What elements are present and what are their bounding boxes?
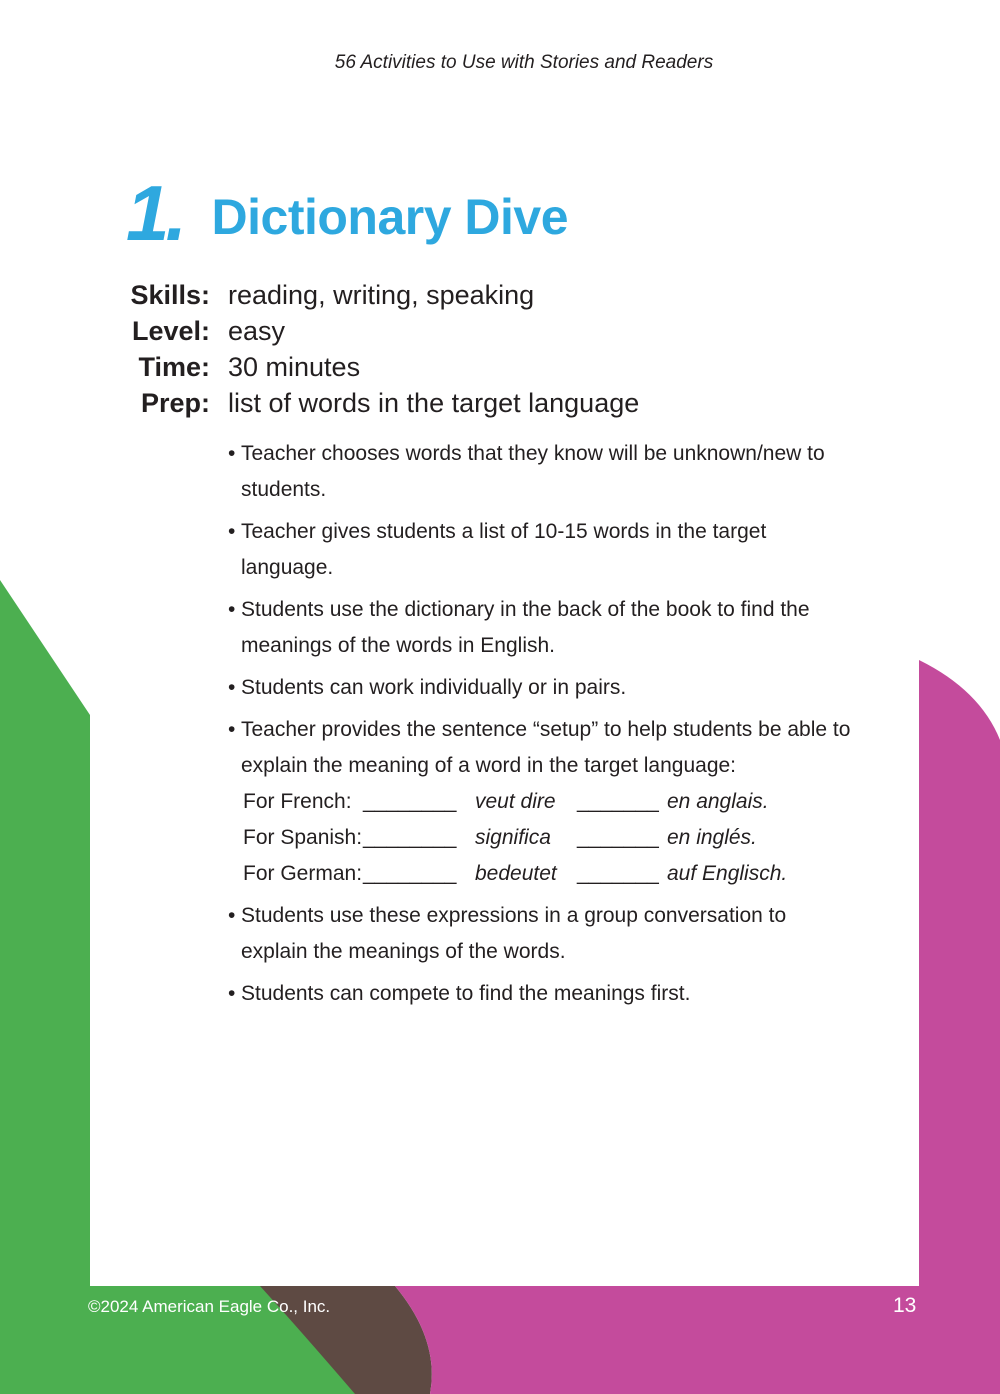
list-item-text: Teacher chooses words that they know will be unknown/new to students. xyxy=(241,442,825,501)
expression-blank: ________ xyxy=(363,826,457,849)
meta-value: list of words in the target language xyxy=(228,387,640,418)
expression-language: For Spanish: xyxy=(243,826,363,849)
meta-row-prep xyxy=(100,385,639,421)
instruction-list xyxy=(228,436,858,1018)
expression-language: For French: xyxy=(243,790,352,813)
list-item-text: Teacher provides the sentence “setup” to help students be able to explain the meaning of a word in the target language: xyxy=(241,718,851,777)
expression-table xyxy=(243,784,787,892)
list-item-text: Teacher gives students a list of 10-15 words in the target language. xyxy=(241,520,767,579)
list-item xyxy=(228,976,858,1012)
list-item xyxy=(228,898,858,970)
meta-label: Time: xyxy=(138,351,210,382)
expression-blank: _______ xyxy=(577,862,659,885)
meta-label: Level: xyxy=(131,315,210,346)
expression-verb: bedeutet xyxy=(475,862,557,885)
expression-tail: auf Englisch. xyxy=(667,862,788,885)
meta-label: Skills: xyxy=(130,279,210,310)
list-item xyxy=(228,514,858,586)
expression-verb: significa xyxy=(475,826,551,849)
meta-value: easy xyxy=(228,315,286,346)
list-item xyxy=(228,670,858,706)
expression-blank: ________ xyxy=(363,862,457,885)
expression-blank: ________ xyxy=(363,790,457,813)
list-item-text: Students use the dictionary in the back of the book to find the meanings of the words in English. xyxy=(241,598,810,657)
activity-heading xyxy=(126,168,568,259)
list-item xyxy=(228,436,858,508)
expression-blank: _______ xyxy=(577,826,659,849)
expression-verb: veut dire xyxy=(475,790,556,813)
activity-number: 1. xyxy=(126,169,184,257)
meta-row-time xyxy=(100,349,639,385)
meta-value: 30 minutes xyxy=(228,351,361,382)
running-header: 56 Activities to Use with Stories and Readers xyxy=(334,52,714,73)
list-item-text: Students can compete to find the meanings first. xyxy=(241,982,691,1005)
meta-label: Prep: xyxy=(140,387,210,418)
expression-tail: en inglés. xyxy=(667,826,757,849)
expression-row-german xyxy=(243,856,787,892)
meta-row-level xyxy=(100,313,639,349)
green-shape-left xyxy=(0,580,90,1394)
list-item-text: Students can work individually or in pairs. xyxy=(241,676,627,699)
meta-row-skills xyxy=(100,277,639,313)
expression-language: For German: xyxy=(243,862,363,885)
expression-row-spanish xyxy=(243,820,787,856)
page-number: 13 xyxy=(893,1294,917,1317)
meta-value: reading, writing, speaking xyxy=(228,279,535,310)
activity-title: Dictionary Dive xyxy=(211,189,569,245)
expression-tail: en anglais. xyxy=(667,790,769,813)
list-item-text: Students use these expressions in a group conversation to explain the meanings of the words. xyxy=(241,904,787,963)
list-item xyxy=(228,592,858,664)
expression-row-french xyxy=(243,784,787,820)
expression-blank: _______ xyxy=(577,790,659,813)
magenta-shape-right xyxy=(919,660,1000,1394)
activity-meta xyxy=(100,277,639,421)
copyright-notice: ©2024 American Eagle Co., Inc. xyxy=(88,1297,331,1316)
list-item xyxy=(228,712,858,892)
